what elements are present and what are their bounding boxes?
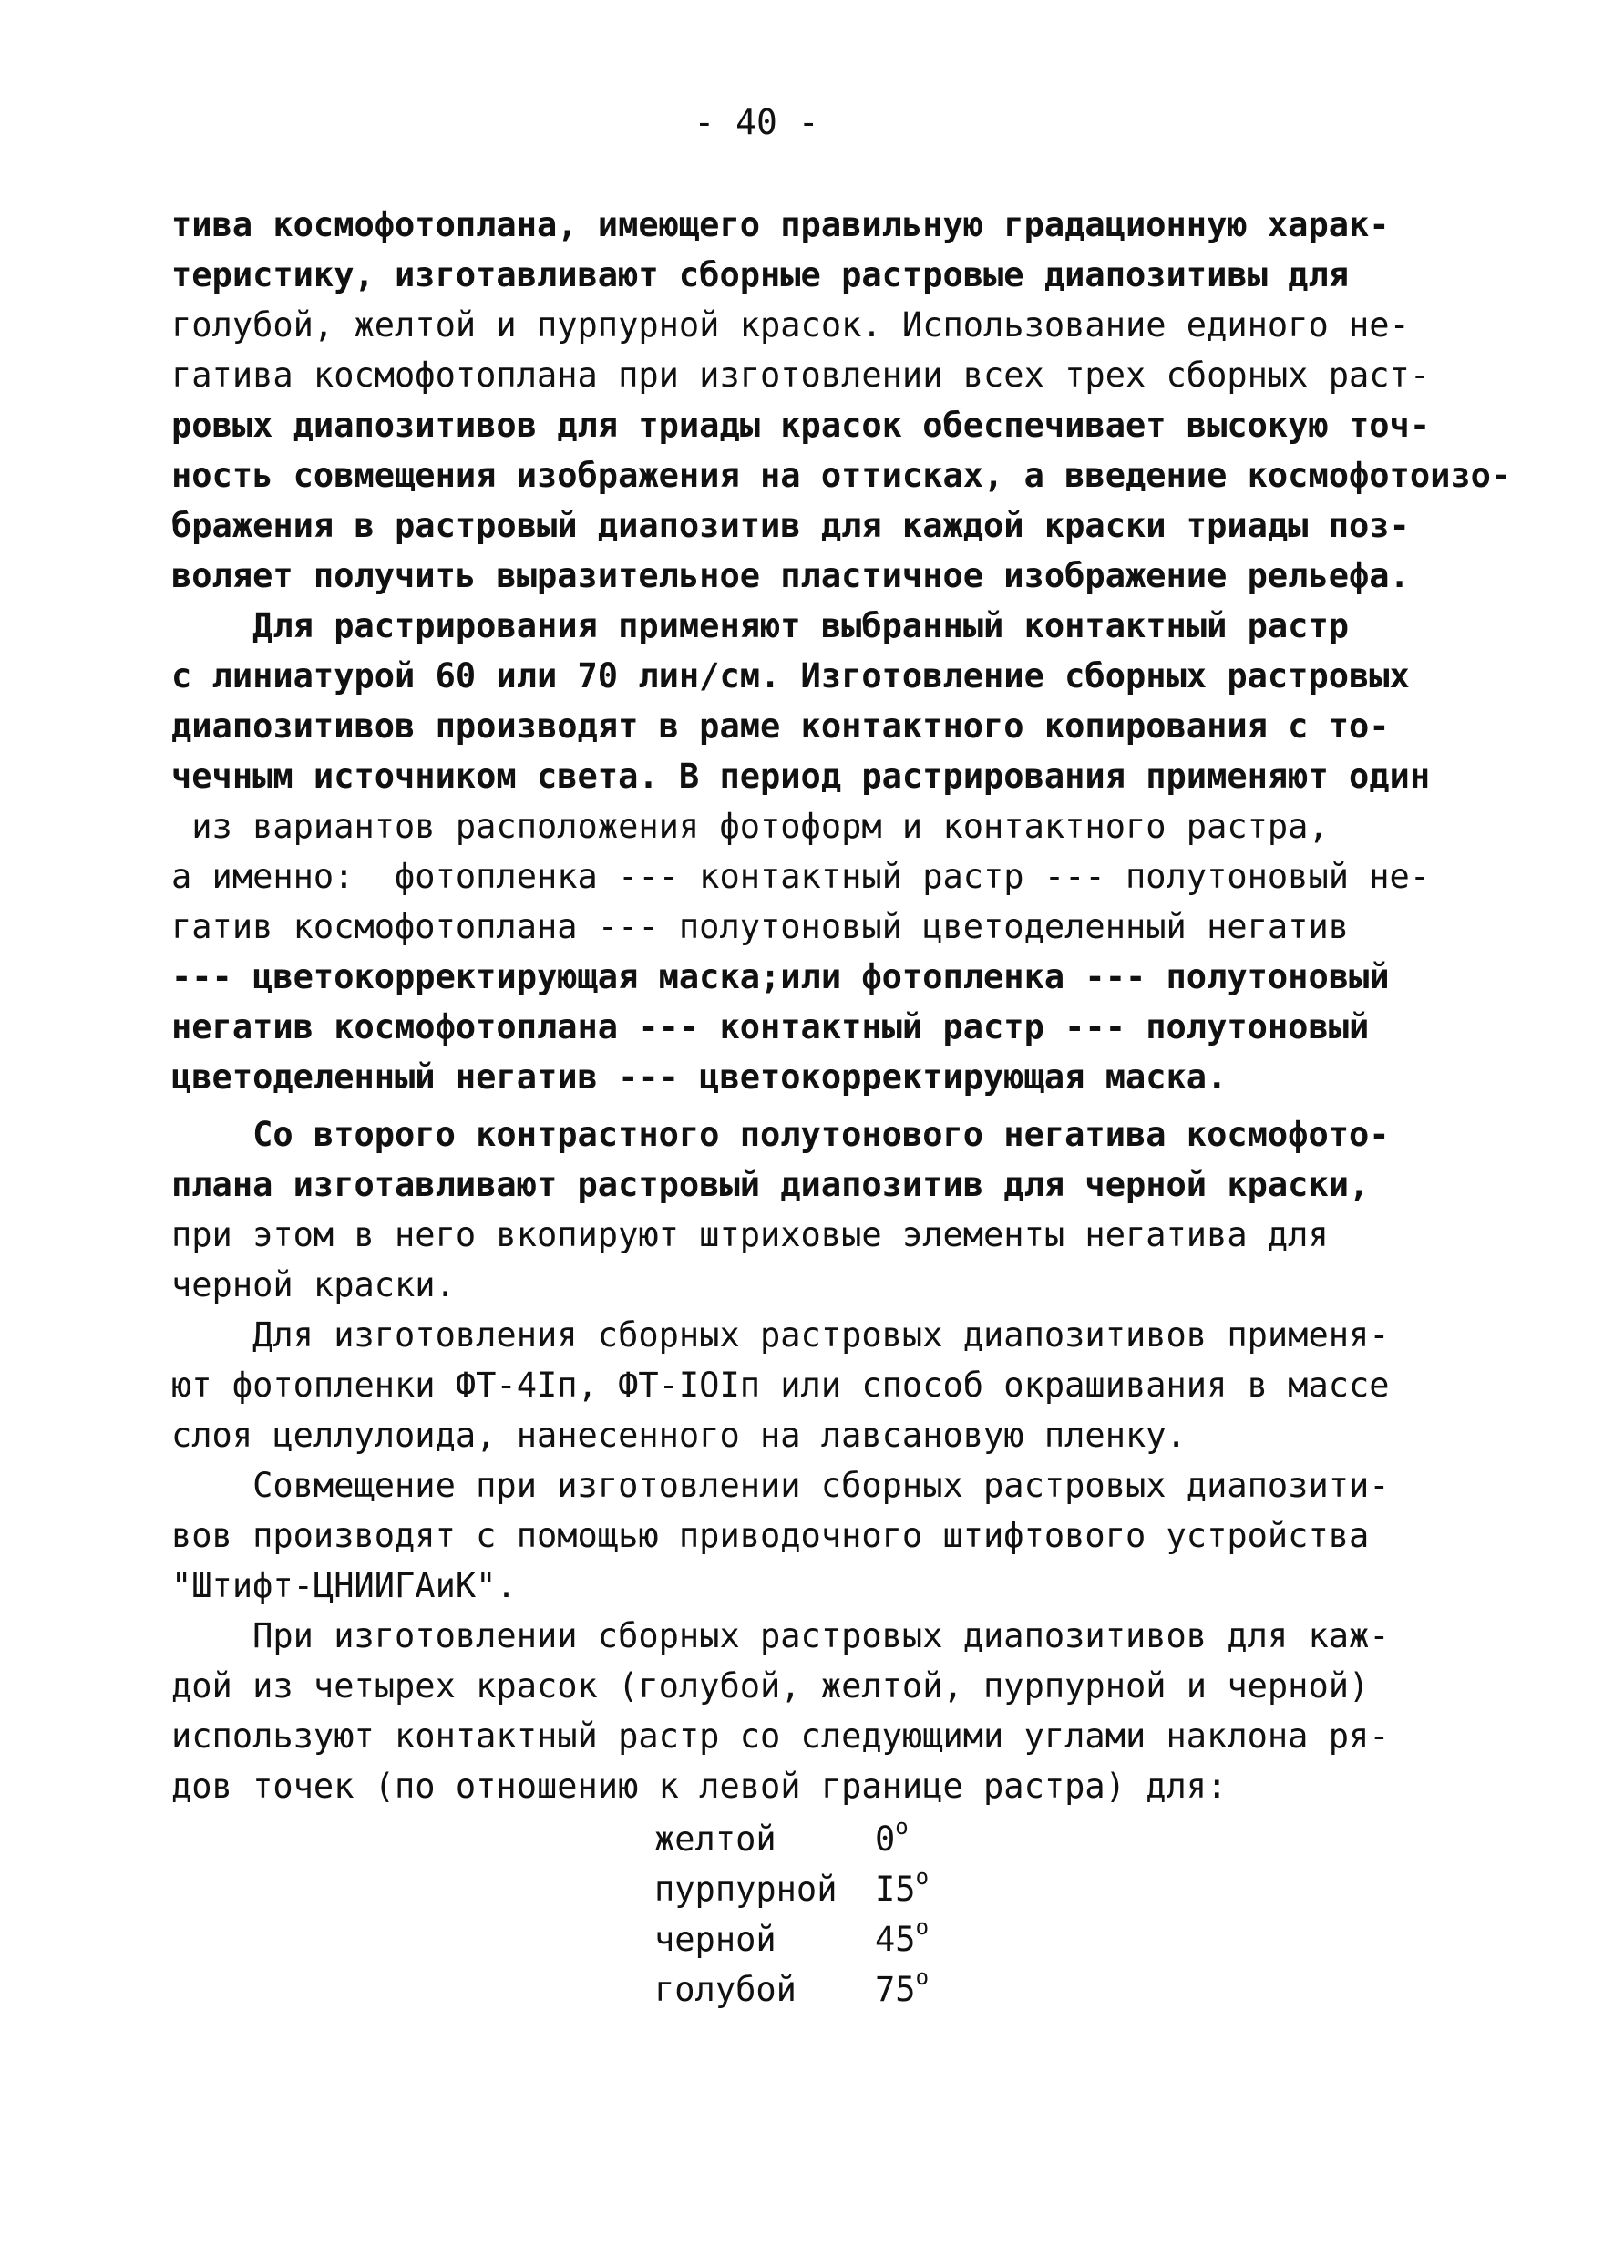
text-line: гатива космофотоплана при изготовлении всех трех сборных раст- — [171, 356, 1431, 395]
degree-mark: o — [915, 1914, 930, 1940]
text-line: ют фотопленки ФТ-4Iп, ФТ-IOIп или способ окрашивания в массе — [171, 1366, 1390, 1405]
text-line: гатив космофотоплана --- полутоновый цветоделенный негатив — [171, 907, 1350, 946]
text-line: используют контактный растр со следующими углами наклона ря- — [171, 1716, 1390, 1756]
angle-number: 45 — [875, 1920, 916, 1959]
text-line: чечным источником света. В период растрирования применяют один — [171, 757, 1431, 796]
text-line: при этом в него вкопируют штриховые элементы негатива для — [171, 1215, 1329, 1254]
angle-value — [875, 1964, 930, 2009]
text-line: Для изготовления сборных растровых диапозитивов применя- — [171, 1315, 1390, 1355]
degree-mark: o — [915, 1864, 930, 1890]
degree-mark: o — [895, 1814, 909, 1840]
angle-number: 75 — [875, 1970, 916, 2009]
degree-mark: o — [915, 1964, 930, 1990]
text-line: ность совмещения изображения на оттисках, а введение космофотоизо- — [171, 456, 1512, 495]
text-line: теристику, изготавливают сборные растровые диапозитивы для — [171, 255, 1350, 294]
text-line: бражения в растровый диапозитив для каждой краски триады поз- — [171, 506, 1410, 545]
text-line: негатив космофотоплана --- контактный растр --- полутоновый — [171, 1007, 1370, 1046]
text-line: слоя целлулоида, нанесенного на лавсановую пленку. — [171, 1416, 1187, 1455]
angle-color: голубой — [654, 1970, 797, 2009]
page-number: - 40 - — [694, 102, 819, 142]
text-line: воляет получить выразительное пластичное изображение рельефа. — [171, 556, 1410, 595]
text-line: из вариантов расположения фотоформ и контактного растра, — [171, 807, 1329, 846]
text-line: "Штифт-ЦНИИГАиК". — [171, 1566, 517, 1605]
text-line: Для растрирования применяют выбранный контактный растр — [171, 606, 1350, 645]
text-line: голубой, желтой и пурпурной красок. Использование единого не- — [171, 305, 1410, 345]
text-line: Совмещение при изготовлении сборных растровых диапозити- — [171, 1466, 1390, 1505]
text-line: диапозитивов производят в раме контактного копирования с то- — [171, 706, 1390, 746]
angle-color: пурпурной — [654, 1870, 838, 1909]
text-line: цветоделенный негатив --- цветокорректирующая маска. — [171, 1057, 1228, 1097]
text-line: вов производят с помощью приводочного штифтового устройства — [171, 1516, 1370, 1555]
text-line: дов точек (по отношению к левой границе растра) для: — [171, 1767, 1228, 1806]
text-line: При изготовлении сборных растровых диапозитивов для каж- — [171, 1616, 1390, 1655]
text-line: плана изготавливают растровый диапозитив для черной краски, — [171, 1165, 1370, 1204]
angle-value — [875, 1814, 909, 1859]
text-line: с линиатурой 60 или 70 лин/см. Изготовление сборных растровых — [171, 656, 1410, 696]
text-line: тива космофотоплана, имеющего правильную градационную харак- — [171, 205, 1390, 244]
text-line: ровых диапозитивов для триады красок обеспечивает высокую точ- — [171, 406, 1431, 445]
angle-value — [875, 1864, 930, 1909]
angle-number: I5 — [875, 1870, 916, 1909]
angle-number: 0 — [875, 1820, 896, 1859]
angle-color: желтой — [654, 1820, 776, 1859]
text-line: --- цветокорректирующая маска;или фотопленка --- полутоновый — [171, 957, 1390, 996]
angle-color: черной — [654, 1920, 776, 1959]
text-line: дой из четырех красок (голубой, желтой, пурпурной и черной) — [171, 1666, 1370, 1706]
text-line: а именно: фотопленка --- контактный растр --- полутоновый не- — [171, 857, 1431, 896]
text-line: Со второго контрастного полутонового негатива космофото- — [171, 1115, 1390, 1154]
text-line: черной краски. — [171, 1265, 456, 1304]
angle-value — [875, 1914, 930, 1959]
